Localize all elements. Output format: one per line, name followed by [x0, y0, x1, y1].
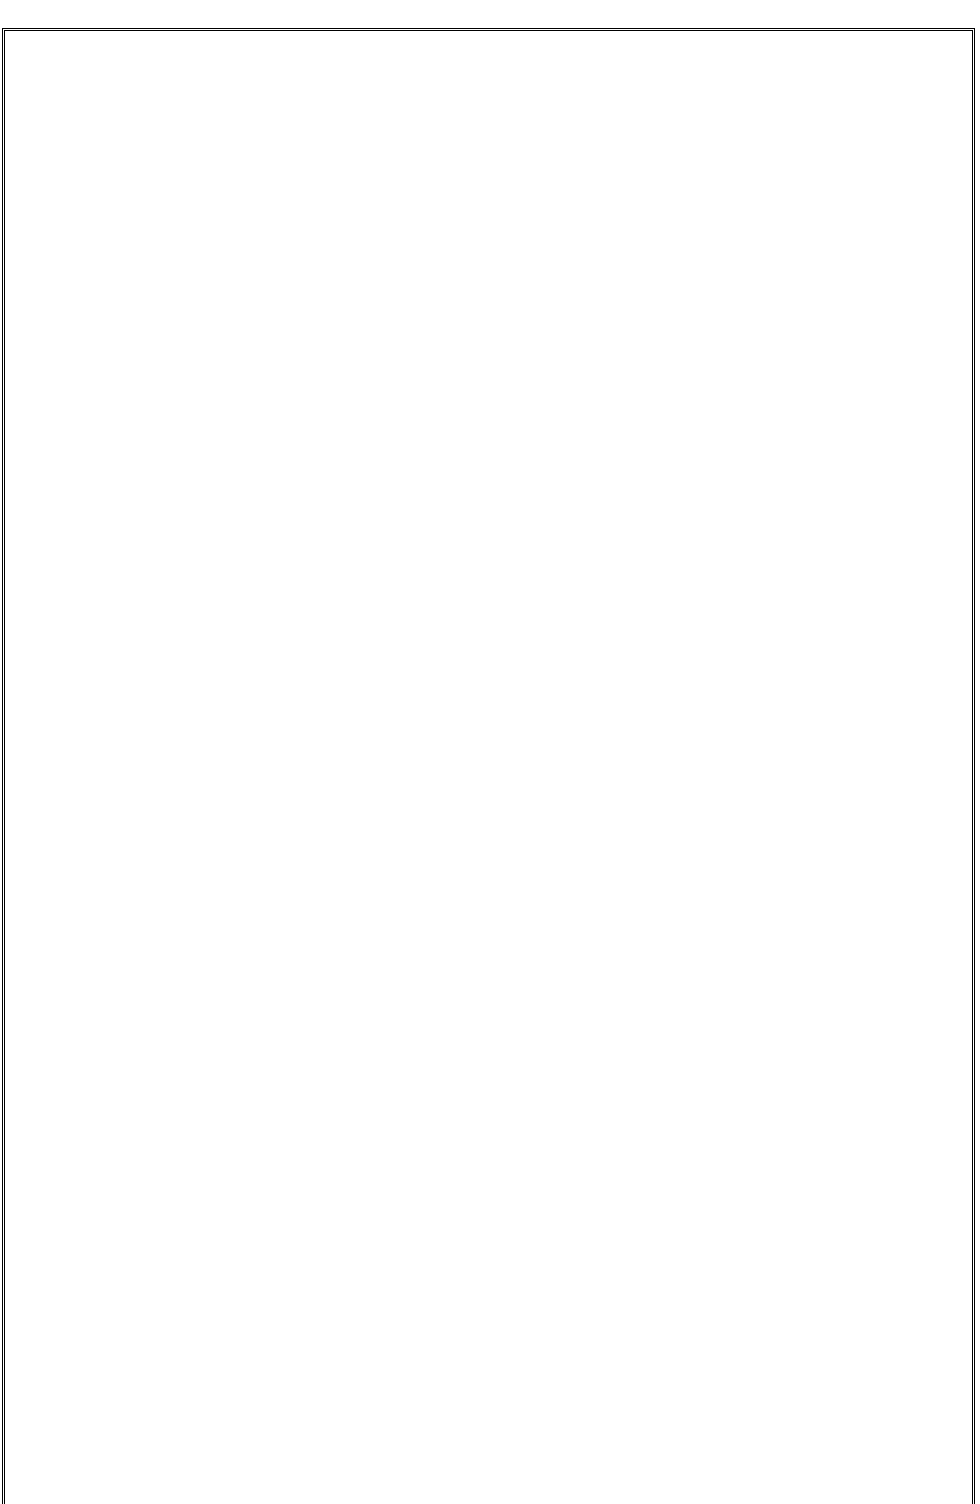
table-header-row — [8, 33, 978, 71]
spec-table — [2, 28, 975, 1504]
